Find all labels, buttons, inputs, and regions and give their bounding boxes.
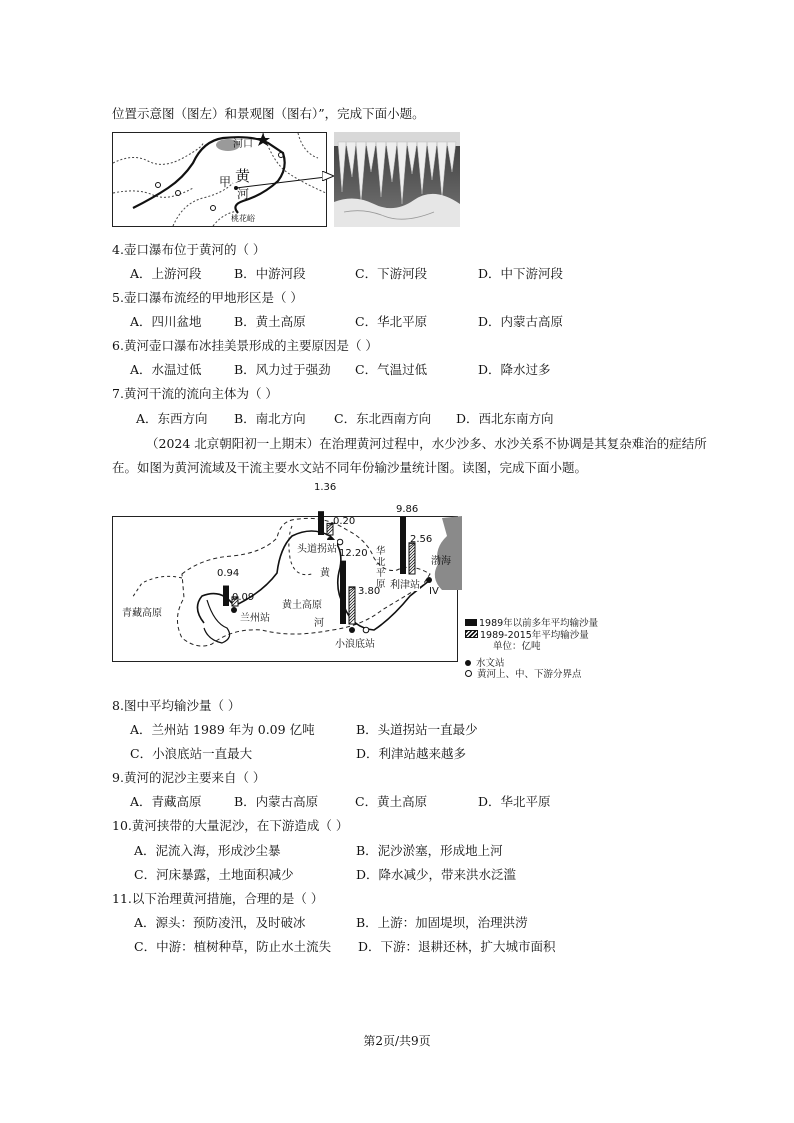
station-label-lanzhou: 兰州站 xyxy=(240,609,270,624)
intro2-line2: 在。如图为黄河流域及干流主要水文站不同年份输沙量统计图。读图，完成下面小题。 xyxy=(112,460,588,475)
icefall-illustration xyxy=(334,132,460,227)
legend-boundary-dot xyxy=(465,670,472,677)
q7-option-b[interactable]: B．南北方向 xyxy=(234,411,306,426)
q9-option-c[interactable]: C．黄土高原 xyxy=(355,794,428,809)
q7-option-c[interactable]: C．东北西南方向 xyxy=(334,411,432,426)
city-marker xyxy=(211,206,216,211)
q4-option-c[interactable]: C．下游河段 xyxy=(355,266,428,281)
question-number: 8. xyxy=(112,698,124,713)
q8-option-c[interactable]: C．小浪底站一直最大 xyxy=(130,746,253,761)
bar-before-1989 xyxy=(400,517,406,574)
q10-option-a[interactable]: A．泥流入海，形成沙尘暴 xyxy=(134,843,281,858)
question-text: 黄河干流的流向主体为（ ） xyxy=(123,386,278,401)
label-huangtu: 黄土高原 xyxy=(282,600,322,611)
q6-option-a[interactable]: A．水温过低 xyxy=(130,362,202,377)
city-marker xyxy=(156,183,161,188)
question-number: 7. xyxy=(112,386,124,401)
q7-option-a[interactable]: A．东西方向 xyxy=(136,411,208,426)
yellow-river-location-map xyxy=(112,132,327,227)
question-8-stem xyxy=(112,698,240,714)
q5-option-a[interactable]: A．四川盆地 xyxy=(130,314,202,329)
legend-text: 1989年以前多年平均输沙量 xyxy=(479,618,599,629)
station-label-toudaoguai: 头道拐站 xyxy=(297,540,337,555)
label-iv: IV xyxy=(429,586,439,597)
chart-legend xyxy=(465,618,598,681)
q5-option-c[interactable]: C．华北平原 xyxy=(355,314,428,329)
question-number: 9. xyxy=(112,770,124,785)
q8-option-a[interactable]: A．兰州站 1989 年为 0.09 亿吨 xyxy=(130,722,315,737)
source-boundary xyxy=(132,576,182,598)
question-text: 壶口瀑布位于黄河的（ ） xyxy=(123,242,266,257)
map1-label-jia: 甲 xyxy=(219,175,232,189)
value-label-toudaoguai-before: 1.36 xyxy=(314,482,337,493)
station-dot xyxy=(426,577,432,583)
question-5-stem xyxy=(112,290,303,306)
legend-swatch-hatched xyxy=(465,630,478,638)
value-label-xiaolangdi-before: 12.20 xyxy=(339,548,368,559)
map1-label-he: 河 xyxy=(237,187,250,201)
q9-option-a[interactable]: A．青藏高原 xyxy=(130,794,202,809)
huabei-char: 平 xyxy=(376,568,386,579)
q6-option-b[interactable]: B．风力过于强劲 xyxy=(234,362,331,377)
value-label-lanzhou-after: 0.09 xyxy=(232,592,255,603)
legend-item-before xyxy=(465,618,598,630)
q10-option-c[interactable]: C．河床暴露，土地面积减少 xyxy=(134,867,294,882)
legend-text: 黄河上、中、下游分界点 xyxy=(477,669,582,680)
legend-item-boundary xyxy=(465,669,598,681)
label-he: 河 xyxy=(314,618,324,629)
arrow-head xyxy=(322,171,334,181)
question-text: 黄河壶口瀑布冰挂美景形成的主要原因是（ ） xyxy=(123,338,378,353)
arrow-icon xyxy=(322,171,334,181)
bar-before-1989 xyxy=(318,511,324,535)
page-footer: 第2页/共9页 xyxy=(363,1034,431,1048)
q11-option-a[interactable]: A．源头：预防凌汛，及时破冰 xyxy=(134,915,306,930)
value-label-lijin-after: 2.56 xyxy=(410,534,433,545)
question-number: 4. xyxy=(112,242,124,257)
q11-option-d[interactable]: D．下游：退耕还林，扩大城市面积 xyxy=(358,939,556,954)
huabei-char: 华 xyxy=(376,546,386,557)
question-number: 6. xyxy=(112,338,124,353)
legend-item-after xyxy=(465,630,598,642)
boundary-line xyxy=(113,143,203,164)
q8-option-d[interactable]: D．利津站越来越多 xyxy=(356,746,467,761)
station-label-xiaolangdi: 小浪底站 xyxy=(335,635,375,650)
label-huang: 黄 xyxy=(320,568,330,579)
map1-label-hekou: 河口 xyxy=(233,139,253,150)
question-number: 10. xyxy=(112,818,132,833)
q4-option-d[interactable]: D．中下游河段 xyxy=(478,266,564,281)
q5-option-d[interactable]: D．内蒙古高原 xyxy=(478,314,564,329)
station-dot xyxy=(231,607,237,613)
legend-item-station xyxy=(465,658,598,670)
station-label-lijin: 利津站 xyxy=(390,576,420,591)
value-label-lanzhou-before: 0.94 xyxy=(217,568,240,579)
legend-unit: 单位：亿吨 xyxy=(493,641,541,652)
question-text: 以下治理黄河措施，合理的是（ ） xyxy=(131,891,324,906)
q4-option-a[interactable]: A．上游河段 xyxy=(130,266,202,281)
q11-option-b[interactable]: B．上游：加固堤坝，治理洪涝 xyxy=(356,915,528,930)
source-lake-outline xyxy=(204,600,230,643)
bar-before-1989 xyxy=(340,561,346,624)
label-bohai: 渤海 xyxy=(431,556,451,567)
map1-label-huang: 黄 xyxy=(235,167,251,185)
hukou-waterfall-photo xyxy=(334,132,460,227)
legend-text: 1989-2015年平均输沙量 xyxy=(480,629,589,641)
question-11-stem xyxy=(112,891,323,907)
legend-station-dot xyxy=(465,660,471,666)
q5-option-b[interactable]: B．黄土高原 xyxy=(234,314,306,329)
question-number: 11. xyxy=(112,891,132,906)
q6-option-d[interactable]: D．降水过多 xyxy=(478,362,551,377)
q9-option-b[interactable]: B．内蒙古高原 xyxy=(234,794,319,809)
boundary-line xyxy=(298,133,318,158)
q6-option-c[interactable]: C．气温过低 xyxy=(355,362,428,377)
station-dot xyxy=(349,627,355,633)
q11-option-c[interactable]: C．中游：植树种草，防止水土流失 xyxy=(134,939,332,954)
city-marker xyxy=(176,191,181,196)
q8-option-b[interactable]: B．头道拐站一直最少 xyxy=(356,722,478,737)
question-9-stem xyxy=(112,770,265,786)
q9-option-d[interactable]: D．华北平原 xyxy=(478,794,551,809)
legend-swatch-solid xyxy=(465,619,477,626)
intro2-line1: （2024 北京朝阳初一上期末）在治理黄河过程中，水少沙多、水沙关系不协调是其复杂难治的症结所 xyxy=(146,436,707,451)
question-10-stem xyxy=(112,818,348,834)
question-number: 5. xyxy=(112,290,124,305)
value-label-lijin-before: 9.86 xyxy=(396,504,419,515)
question-text: 图中平均输沙量（ ） xyxy=(123,698,241,713)
map1-label-taohuayu: 桃花峪 xyxy=(231,214,255,223)
question-7-stem xyxy=(112,386,278,402)
question-6-stem xyxy=(112,338,378,354)
yellow-river-line xyxy=(133,137,285,213)
q10-option-b[interactable]: B．泥沙淤塞，形成地上河 xyxy=(356,843,503,858)
q7-option-d[interactable]: D．西北东南方向 xyxy=(456,411,554,426)
legend-text: 水文站 xyxy=(476,657,505,669)
boundary-line xyxy=(113,188,193,197)
reach-boundary-point xyxy=(363,627,369,633)
label-qingzang: 青藏高原 xyxy=(122,608,162,619)
question-text: 黄河的泥沙主要来自（ ） xyxy=(123,770,266,785)
value-label-xiaolangdi-after: 3.80 xyxy=(358,586,381,597)
question-text: 壶口瀑布流经的甲地形区是（ ） xyxy=(123,290,303,305)
intro-top: 位置示意图（图左）和景观图（图右）”，完成下面小题。 xyxy=(112,106,425,121)
question-text: 黄河挟带的大量泥沙，在下游造成（ ） xyxy=(131,818,349,833)
bar-before-1989 xyxy=(223,586,229,606)
reach-boundary-point xyxy=(337,539,343,545)
question-4-stem xyxy=(112,242,265,258)
huabei-char: 北 xyxy=(376,557,386,568)
q4-option-b[interactable]: B．中游河段 xyxy=(234,266,306,281)
huabei-char: 原 xyxy=(376,579,386,590)
label-huabei xyxy=(376,546,386,590)
q10-option-d[interactable]: D．降水减少，带来洪水泛滥 xyxy=(356,867,517,882)
value-label-toudaoguai-after: 0.20 xyxy=(333,516,356,527)
